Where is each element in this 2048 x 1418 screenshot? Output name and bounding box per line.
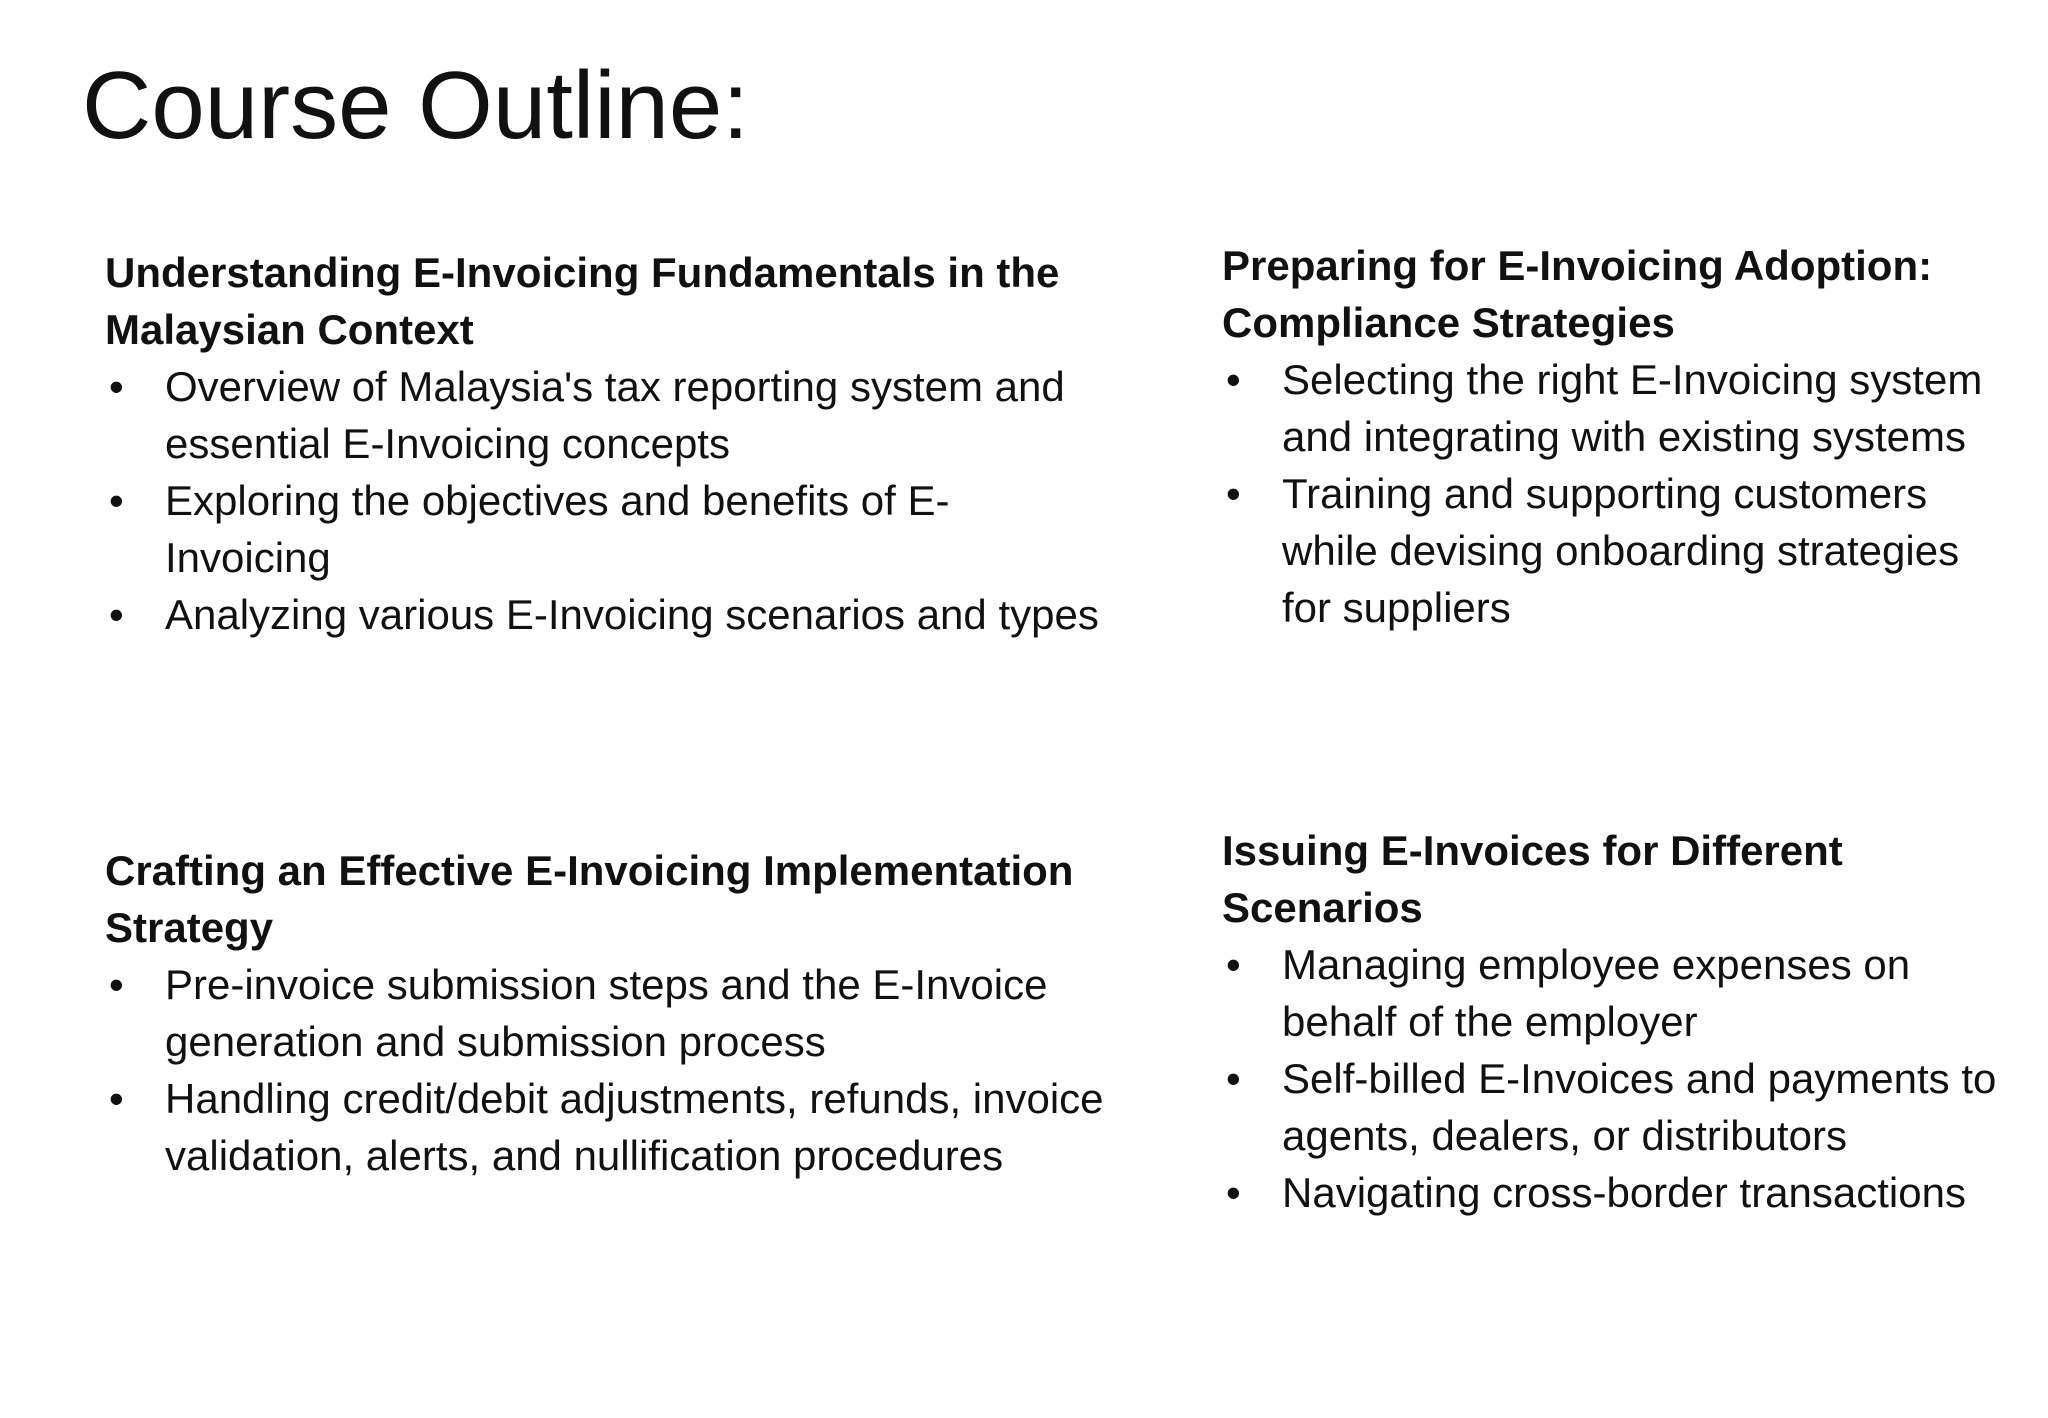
bullet-icon: • bbox=[109, 961, 124, 1008]
list-item-text: Pre-invoice submission steps and the E-Invoice generation and submission process bbox=[165, 961, 1048, 1065]
list-item bbox=[1222, 1050, 2002, 1164]
bullet-icon: • bbox=[109, 477, 124, 524]
bullet-icon: • bbox=[1226, 1055, 1241, 1102]
bullet-icon: • bbox=[1226, 356, 1241, 403]
section-implementation bbox=[105, 842, 1115, 1184]
bullet-list bbox=[105, 358, 1115, 643]
list-item-text: Exploring the objectives and benefits of E-Invoicing bbox=[165, 477, 950, 581]
list-item bbox=[1222, 465, 2002, 636]
list-item bbox=[1222, 936, 2002, 1050]
bullet-icon: • bbox=[1226, 941, 1241, 988]
list-item-text: Overview of Malaysia's tax reporting system and essential E-Invoicing concepts bbox=[165, 363, 1065, 467]
list-item bbox=[105, 1070, 1115, 1184]
bullet-icon: • bbox=[109, 591, 124, 638]
bullet-icon: • bbox=[109, 1075, 124, 1122]
page-title: Course Outline: bbox=[82, 52, 749, 159]
section-scenarios bbox=[1222, 822, 2002, 1221]
section-adoption bbox=[1222, 237, 2002, 636]
section-fundamentals bbox=[105, 244, 1115, 643]
list-item-text: Handling credit/debit adjustments, refunds, invoice validation, alerts, and nullification procedures bbox=[165, 1075, 1104, 1179]
list-item-text: Selecting the right E-Invoicing system and integrating with existing systems bbox=[1282, 356, 1983, 460]
list-item-text: Training and supporting customers while devising onboarding strategies for suppliers bbox=[1282, 470, 1960, 631]
bullet-list bbox=[105, 956, 1115, 1184]
list-item bbox=[105, 358, 1115, 472]
bullet-icon: • bbox=[1226, 1169, 1241, 1216]
section-heading: Crafting an Effective E-Invoicing Implementation Strategy bbox=[105, 847, 1074, 951]
list-item bbox=[105, 586, 1115, 643]
section-heading: Preparing for E-Invoicing Adoption: Compliance Strategies bbox=[1222, 242, 1933, 346]
list-item-text: Navigating cross-border transactions bbox=[1282, 1169, 1966, 1216]
list-item-text: Managing employee expenses on behalf of the employer bbox=[1282, 941, 1911, 1045]
bullet-icon: • bbox=[1226, 470, 1241, 517]
list-item bbox=[1222, 1164, 2002, 1221]
list-item bbox=[105, 472, 1115, 586]
list-item bbox=[1222, 351, 2002, 465]
list-item bbox=[105, 956, 1115, 1070]
list-item-text: Self-billed E-Invoices and payments to agents, dealers, or distributors bbox=[1282, 1055, 1997, 1159]
bullet-list bbox=[1222, 936, 2002, 1221]
section-heading: Issuing E-Invoices for Different Scenarios bbox=[1222, 827, 1843, 931]
list-item-text: Analyzing various E-Invoicing scenarios and types bbox=[165, 591, 1099, 638]
section-heading: Understanding E-Invoicing Fundamentals in the Malaysian Context bbox=[105, 249, 1060, 353]
bullet-list bbox=[1222, 351, 2002, 636]
bullet-icon: • bbox=[109, 363, 124, 410]
